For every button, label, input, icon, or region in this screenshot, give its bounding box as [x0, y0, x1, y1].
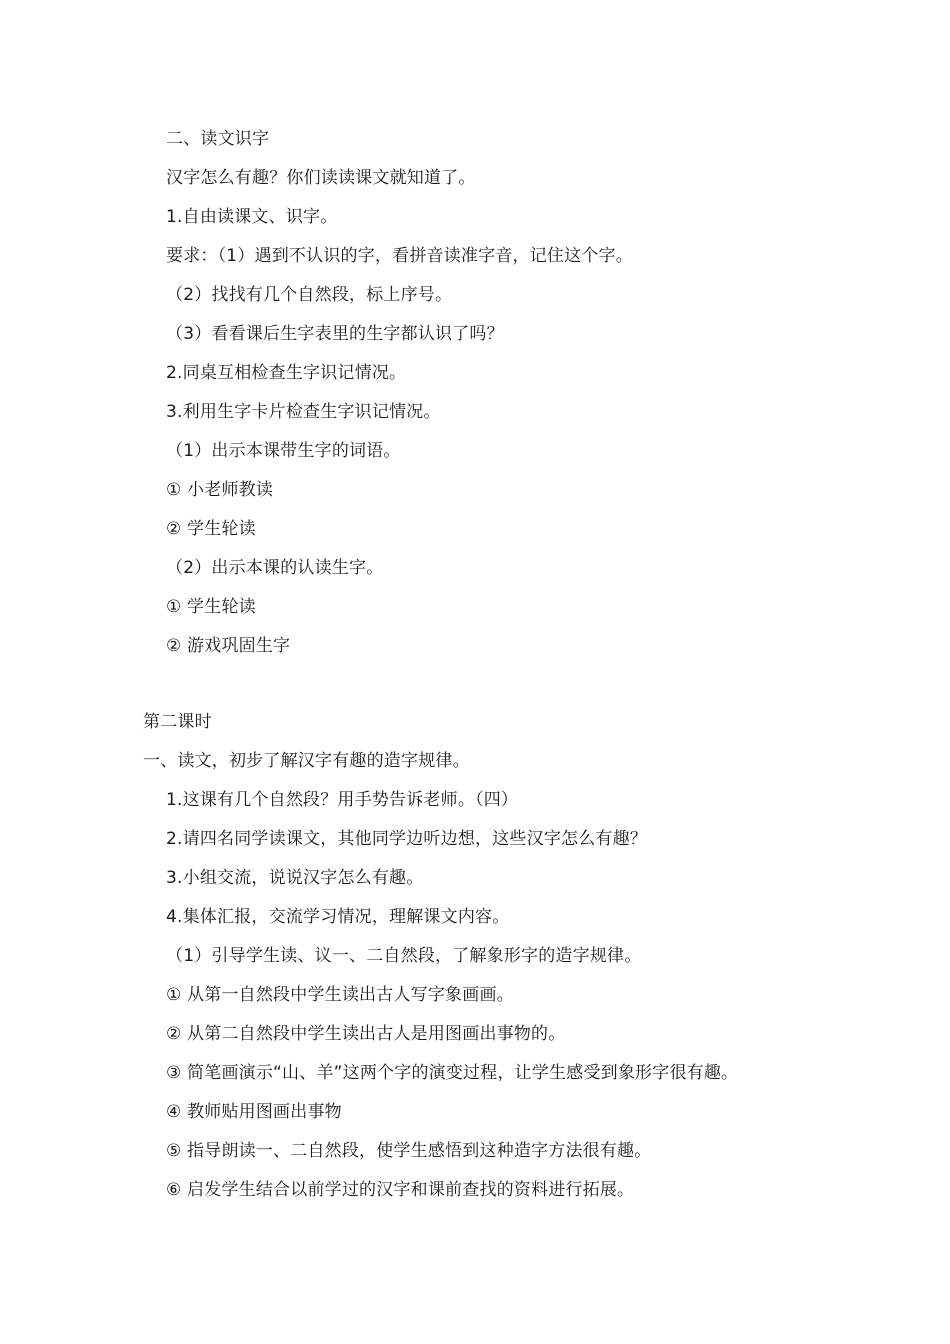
circled-item: ⑥ 启发学生结合以前学过的汉字和课前查找的资料进行拓展。	[166, 1180, 635, 1200]
numbered-item: 1.自由读课文、识字。	[166, 207, 338, 227]
numbered-item: 1.这课有几个自然段？用手势告诉老师。（四）	[166, 790, 519, 810]
sub-item: （1）出示本课带生字的词语。	[166, 441, 401, 461]
circled-item: ⑤ 指导朗读一、二自然段，使学生感悟到这种造字方法很有趣。	[166, 1141, 652, 1161]
numbered-item: 2.请四名同学读课文，其他同学边听边想，这些汉字怎么有趣？	[166, 829, 648, 849]
circled-item: ① 从第一自然段中学生读出古人写字象画画。	[166, 985, 514, 1005]
numbered-item: 4.集体汇报，交流学习情况，理解课文内容。	[166, 907, 510, 927]
sub-item: （2）出示本课的认读生字。	[166, 558, 384, 578]
section-heading: 二、读文识字	[166, 129, 270, 149]
circled-item: ④ 教师贴用图画出事物	[166, 1102, 342, 1122]
sub-item: （1）引导学生读、议一、二自然段，了解象形字的造字规律。	[166, 946, 642, 966]
circled-item: ② 学生轮读	[166, 519, 256, 539]
circled-item: ② 游戏巩固生字	[166, 636, 291, 656]
paragraph: 汉字怎么有趣？你们读读课文就知道了。	[166, 168, 476, 188]
numbered-item: 2.同桌互相检查生字识记情况。	[166, 363, 407, 383]
lesson-heading: 第二课时	[143, 712, 212, 732]
circled-item: ① 小老师教读	[166, 480, 274, 500]
circled-item: ① 学生轮读	[166, 597, 256, 617]
numbered-item: 3.小组交流，说说汉字怎么有趣。	[166, 868, 424, 888]
section-heading: 一、读文，初步了解汉字有趣的造字规律。	[143, 751, 470, 771]
circled-item: ③ 简笔画演示“山、羊”这两个字的演变过程，让学生感受到象形字很有趣。	[166, 1063, 739, 1083]
numbered-item: 3.利用生字卡片检查生字识记情况。	[166, 402, 441, 422]
requirement-line: 要求：（1）遇到不认识的字，看拼音读准字音，记住这个字。	[166, 246, 633, 266]
circled-item: ② 从第二自然段中学生读出古人是用图画出事物的。	[166, 1024, 566, 1044]
sub-item: （2）找找有几个自然段，标上序号。	[166, 285, 453, 305]
sub-item: （3）看看课后生字表里的生字都认识了吗？	[166, 324, 504, 344]
